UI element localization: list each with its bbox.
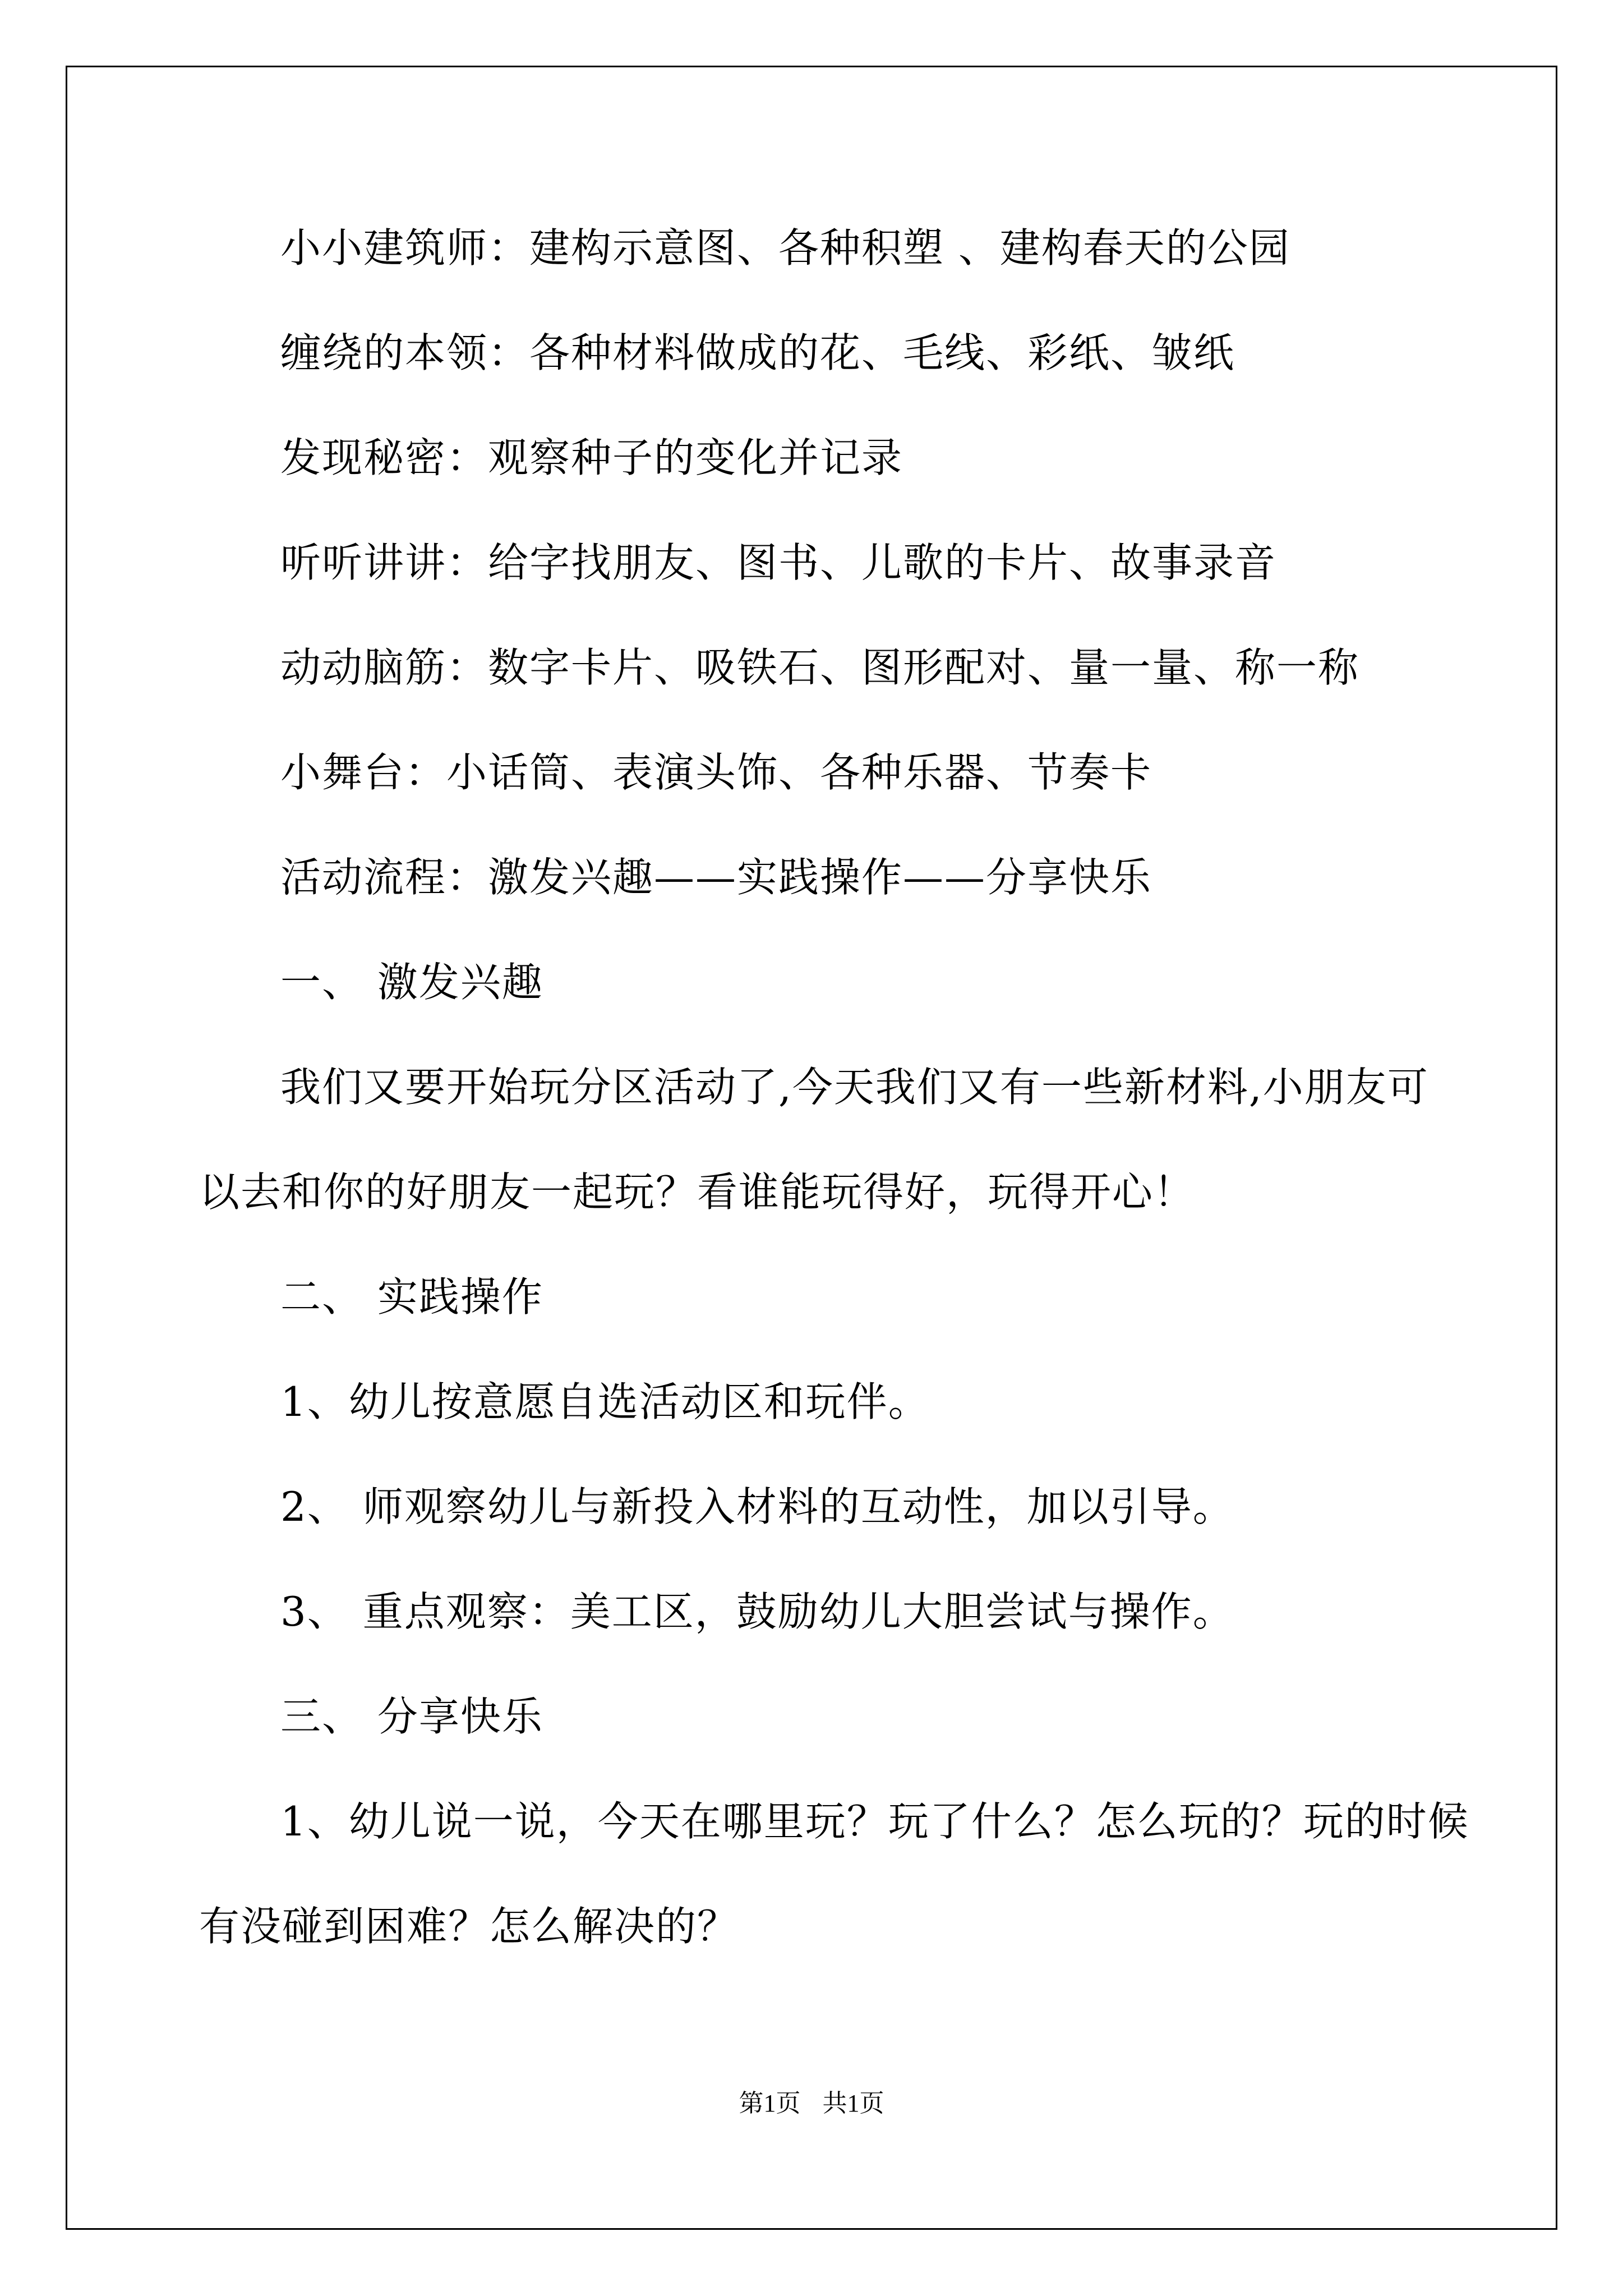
paragraph-building-materials: 小小建筑师：建构示意图、各种积塑 、建构春天的公园 xyxy=(280,224,1290,272)
page-footer xyxy=(0,2087,1623,2120)
paragraph-intro xyxy=(199,1061,1444,1218)
section-heading-2: 二、 实践操作 xyxy=(280,1273,543,1320)
paragraph-discover-secret: 发现秘密：观察种子的变化并记录 xyxy=(280,434,903,481)
paragraph-listen-speak: 听听讲讲：给字找朋友、图书、儿歌的卡片、故事录音 xyxy=(280,539,1277,586)
paragraph-intro-line-1: 我们又要开始玩分区活动了,今天我们又有一些新材料,小朋友可 xyxy=(280,1064,1429,1111)
paragraph-share-line-2: 有没碰到困难？怎么解决的？ xyxy=(199,1903,739,1950)
page-number: 第1页 xyxy=(739,2090,801,2117)
step-2: 2、 师观察幼儿与新投入材料的互动性，加以引导。 xyxy=(280,1483,1234,1530)
paragraph-activity-flow: 活动流程：激发兴趣——实践操作——分享快乐 xyxy=(280,854,1152,901)
paragraph-small-stage: 小舞台：小话筒、表演头饰、各种乐器、节奏卡 xyxy=(280,749,1152,796)
paragraph-share-line-1: 1、幼儿说一说，今天在哪里玩？玩了什么？怎么玩的？玩的时候 xyxy=(280,1798,1469,1845)
paragraph-brain-games: 动动脑筋：数字卡片、吸铁石、图形配对、量一量、称一称 xyxy=(280,644,1360,691)
paragraph-winding-materials: 缠绕的本领：各种材料做成的花、毛线、彩纸、皱纸 xyxy=(280,329,1235,376)
paragraph-intro-line-2: 以去和你的好朋友一起玩？看谁能玩得好，玩得开心！ xyxy=(199,1168,1196,1216)
section-heading-3: 三、 分享快乐 xyxy=(280,1693,543,1740)
step-3: 3、 重点观察：美工区，鼓励幼儿大胆尝试与操作。 xyxy=(280,1588,1234,1635)
section-heading-1: 一、 激发兴趣 xyxy=(280,959,543,1006)
step-1: 1、幼儿按意愿自选活动区和玩伴。 xyxy=(280,1378,930,1425)
document-body xyxy=(199,222,1469,2005)
paragraph-share xyxy=(199,1795,1469,1953)
page-total: 共1页 xyxy=(822,2090,884,2117)
